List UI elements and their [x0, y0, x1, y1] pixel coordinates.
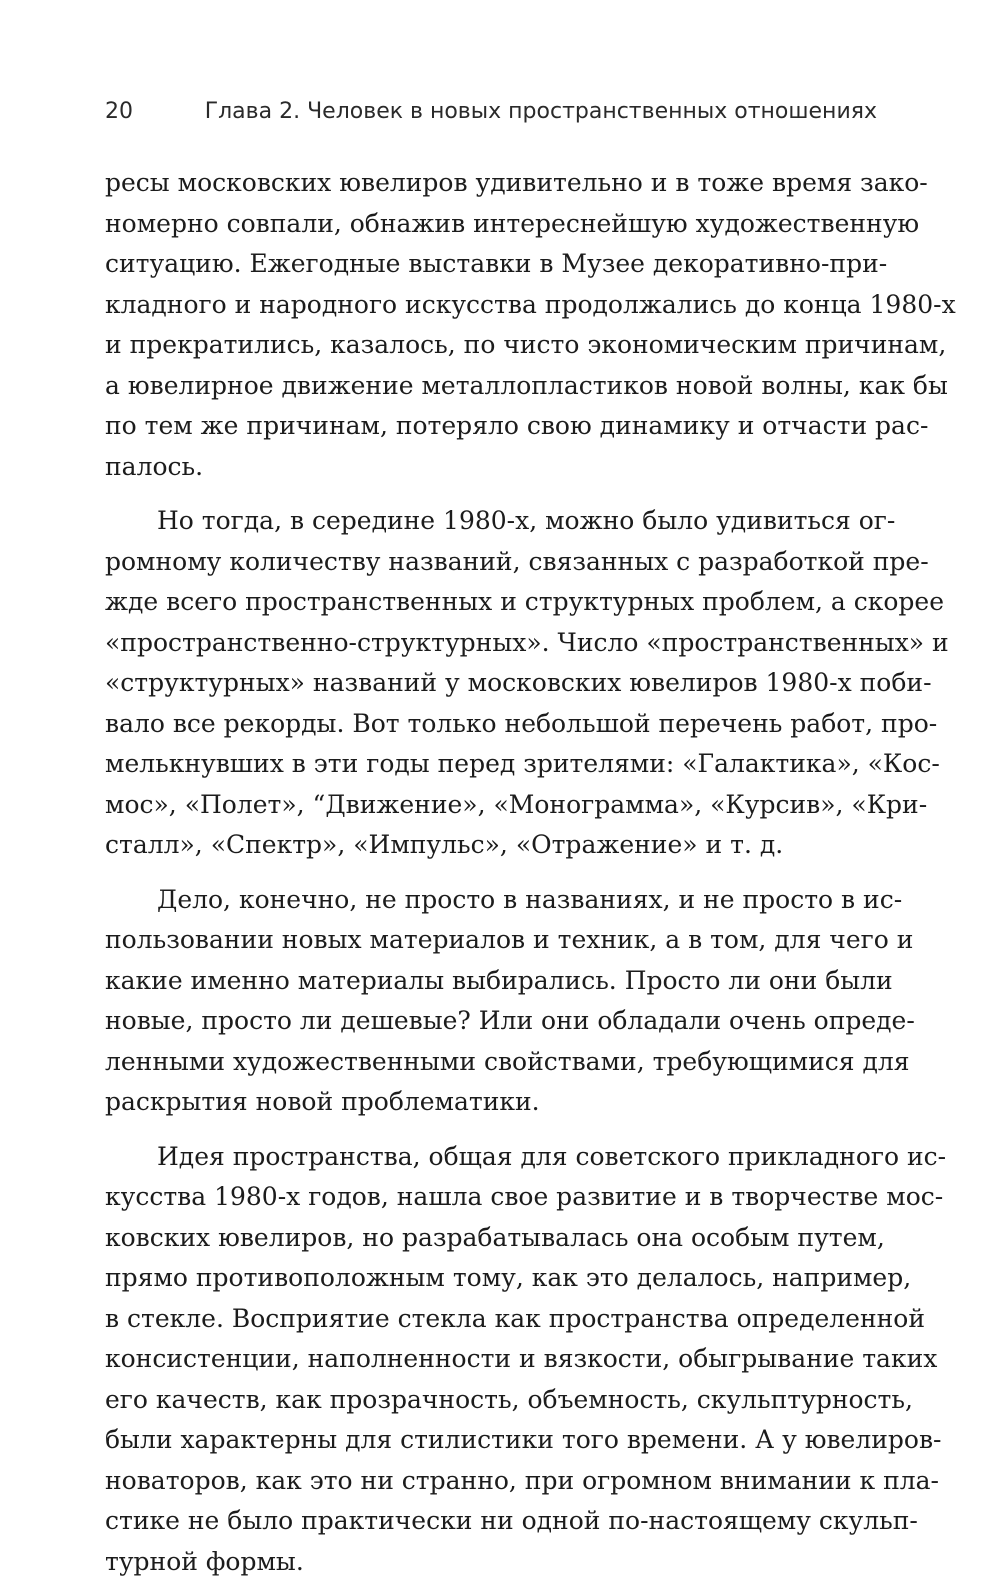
text-line: раскрытия новой проблематики. [105, 1082, 877, 1123]
text-line: сталл», «Спектр», «Импульс», «Отражение» и т. д. [105, 825, 877, 866]
paragraph [105, 880, 877, 1123]
text-line: прямо противоположным тому, как это делалось, например, [105, 1258, 877, 1299]
paragraph [105, 1137, 877, 1582]
text-line: Но тогда, в середине 1980-х, можно было удивиться ог- [105, 501, 877, 542]
text-line: «пространственно-структурных». Число «пространственных» и [105, 623, 877, 664]
text-line: «структурных» названий у московских ювелиров 1980-х поби- [105, 663, 877, 704]
text-line: Дело, конечно, не просто в названиях, и не просто в ис- [105, 880, 877, 921]
text-line: ромному количеству названий, связанных с разработкой пре- [105, 542, 877, 583]
body-text [105, 163, 877, 1582]
text-line: пользовании новых материалов и техник, а в том, для чего и [105, 920, 877, 961]
text-line: стике не было практически ни одной по-настоящему скульп- [105, 1501, 877, 1542]
text-line: номерно совпали, обнажив интереснейшую художественную [105, 204, 877, 245]
text-line: ковских ювелиров, но разрабатывалась она особым путем, [105, 1218, 877, 1259]
text-line: ситуацию. Ежегодные выставки в Музее декоративно-при- [105, 244, 877, 285]
paragraph [105, 163, 877, 487]
text-line: жде всего пространственных и структурных проблем, а скорее [105, 582, 877, 623]
text-line: ленными художественными свойствами, требующимися для [105, 1042, 877, 1083]
text-line: кладного и народного искусства продолжались до конца 1980-х [105, 285, 877, 326]
paragraph [105, 501, 877, 866]
text-line: его качеств, как прозрачность, объемность, скульптурность, [105, 1380, 877, 1421]
chapter-title: Глава 2. Человек в новых пространственных отношениях [205, 92, 877, 132]
text-line: и прекратились, казалось, по чисто экономическим причинам, [105, 325, 877, 366]
text-line: Идея пространства, общая для советского прикладного ис- [105, 1137, 877, 1178]
text-line: мос», «Полет», “Движение», «Монограмма», «Курсив», «Кри- [105, 785, 877, 826]
text-line: новаторов, как это ни странно, при огромном внимании к пла- [105, 1461, 877, 1502]
text-line: были характерны для стилистики того времени. А у ювелиров- [105, 1420, 877, 1461]
text-line: палось. [105, 447, 877, 488]
text-line: вало все рекорды. Вот только небольшой перечень работ, про- [105, 704, 877, 745]
text-line: мелькнувших в эти годы перед зрителями: «Галактика», «Кос- [105, 744, 877, 785]
running-head [105, 92, 877, 132]
text-line: новые, просто ли дешевые? Или они обладали очень опреде- [105, 1001, 877, 1042]
text-line: ресы московских ювелиров удивительно и в тоже время зако- [105, 163, 877, 204]
text-line: а ювелирное движение металлопластиков новой волны, как бы [105, 366, 877, 407]
text-line: в стекле. Восприятие стекла как пространства определенной [105, 1299, 877, 1340]
text-line: турной формы. [105, 1542, 877, 1582]
text-line: по тем же причинам, потеряло свою динамику и отчасти рас- [105, 406, 877, 447]
text-line: кусства 1980-х годов, нашла свое развитие и в творчестве мос- [105, 1177, 877, 1218]
text-line: какие именно материалы выбирались. Просто ли они были [105, 961, 877, 1002]
page-number: 20 [105, 92, 133, 132]
text-line: консистенции, наполненности и вязкости, обыгрывание таких [105, 1339, 877, 1380]
